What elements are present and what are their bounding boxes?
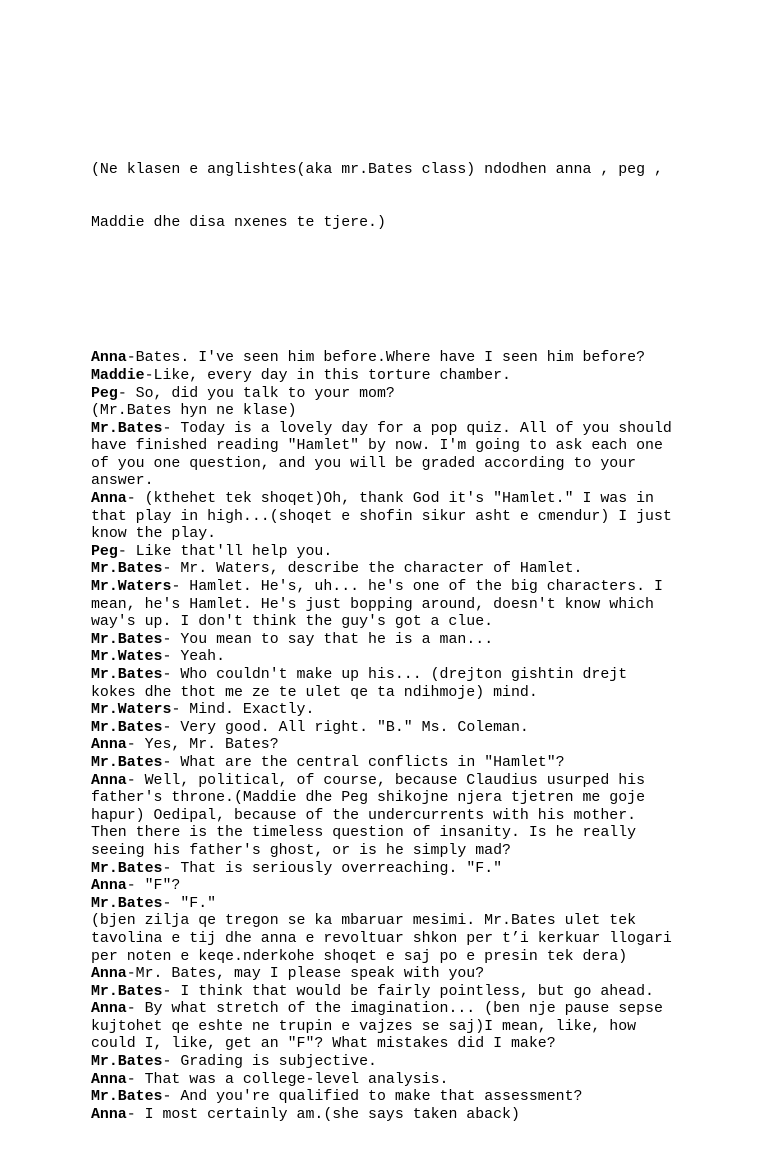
continuation-line — [91, 614, 731, 632]
continuation-line — [91, 473, 731, 491]
line-text: tavolina e tij dhe anna e revoltuar shkon per t’i kerkuar llogari — [91, 930, 672, 947]
speaker-name: Anna — [91, 878, 127, 895]
line-text: - What are the central conflicts in "Hamlet"? — [162, 754, 565, 771]
line-text: - Hamlet. He's, uh... he's one of the big characters. I — [171, 579, 663, 596]
line-text: - Well, political, of course, because Claudius usurped his — [126, 772, 646, 789]
speaker-name: Mr.Bates — [91, 1054, 163, 1071]
speaker-name: Mr.Bates — [91, 895, 163, 912]
line-text: - "F"? — [126, 878, 181, 895]
continuation-line — [91, 808, 731, 826]
line-text: - Today is a lovely day for a pop quiz. All of you should — [162, 420, 672, 437]
line-text: - That was a college-level analysis. — [126, 1071, 449, 1088]
speaker-name: Anna — [91, 1001, 127, 1018]
speaker-name: Anna — [91, 772, 127, 789]
line-text: answer. — [91, 473, 154, 490]
continuation-line — [91, 913, 731, 931]
dialogue-line — [91, 649, 731, 667]
speaker-name: Anna — [91, 737, 127, 754]
intro-stage-direction — [91, 127, 731, 268]
continuation-line — [91, 949, 731, 967]
line-text: - Mind. Exactly. — [171, 702, 315, 719]
continuation-line — [91, 931, 731, 949]
dialogue-line — [91, 1054, 731, 1072]
line-text: seeing his father's ghost, or is he simply mad? — [91, 842, 511, 859]
continuation-line — [91, 843, 731, 861]
dialogue-line — [91, 368, 731, 386]
dialogue-line — [91, 755, 731, 773]
line-text: - I think that would be fairly pointless, but go ahead. — [162, 983, 654, 1000]
speaker-name: Mr.Bates — [91, 631, 163, 648]
dialogue-line — [91, 1001, 731, 1019]
dialogue-line — [91, 737, 731, 755]
speaker-name: Mr.Bates — [91, 754, 163, 771]
continuation-line — [91, 456, 731, 474]
speaker-name: Mr.Waters — [91, 579, 172, 596]
line-text: of you one question, and you will be graded according to your — [91, 455, 637, 472]
speaker-name: Mr.Bates — [91, 561, 163, 578]
line-text: - Yes, Mr. Bates? — [126, 737, 279, 754]
speaker-name: Mr.Bates — [91, 667, 163, 683]
intro-line: (Ne klasen e anglishtes(aka mr.Bates class) ndodhen anna , peg , — [91, 162, 663, 179]
line-text: Then there is the timeless question of insanity. Is he really — [91, 825, 637, 842]
speaker-name: Peg — [91, 385, 118, 402]
line-text: mean, he's Hamlet. He's just bopping around, doesn't know which — [91, 596, 654, 613]
line-text: way's up. I don't think the guy's got a clue. — [91, 614, 494, 631]
speaker-name: Mr.Bates — [91, 719, 163, 736]
line-text: that play in high...(shoqet e shofin sikur asht e cmendur) I just — [91, 508, 672, 525]
speaker-name: Mr.Wates — [91, 649, 163, 666]
line-text: - You mean to say that he is a man... — [162, 631, 494, 648]
line-text: kujtohet qe eshte ne trupin e vajzes se saj)I mean, like, how — [91, 1018, 637, 1035]
line-text: -Mr. Bates, may I please speak with you? — [126, 966, 485, 983]
speaker-name: Peg — [91, 543, 118, 560]
speaker-name: Anna — [91, 350, 127, 367]
dialogue-line — [91, 702, 731, 720]
dialogue-line — [91, 421, 731, 439]
paragraph-spacer — [91, 303, 731, 315]
line-text: (bjen zilja qe tregon se ka mbaruar mesimi. Mr.Bates ulet tek — [91, 913, 637, 930]
speaker-name: Mr.Waters — [91, 702, 172, 719]
continuation-line — [91, 1019, 731, 1037]
continuation-line — [91, 790, 731, 808]
dialogue-line — [91, 966, 731, 984]
speaker-name: Anna — [91, 1106, 127, 1123]
dialogue-line — [91, 579, 731, 597]
continuation-line — [91, 685, 731, 703]
line-text: - (kthehet tek shoqet)Oh, thank God it's "Hamlet." I was in — [126, 491, 654, 508]
line-text: - Mr. Waters, describe the character of Hamlet. — [162, 561, 583, 578]
line-text: know the play. — [91, 526, 217, 543]
line-text: - Very good. All right. "B." Ms. Coleman. — [162, 719, 529, 736]
line-text: - Grading is subjective. — [162, 1054, 377, 1071]
line-text: - That is seriously overreaching. "F." — [162, 860, 503, 877]
speaker-name: Mr.Bates — [91, 983, 163, 1000]
dialogue-line — [91, 1072, 731, 1090]
continuation-line — [91, 526, 731, 544]
dialogue-line — [91, 720, 731, 738]
line-text: - And you're qualified to make that assessment? — [162, 1089, 583, 1106]
line-text: - So, did you talk to your mom? — [117, 385, 395, 402]
speaker-name: Anna — [91, 1071, 127, 1088]
speaker-name: Maddie — [91, 367, 145, 384]
dialogue-line — [91, 491, 731, 509]
dialogue-line — [91, 350, 731, 368]
intro-line: Maddie dhe disa nxenes te tjere.) — [91, 215, 386, 232]
line-text: (Mr.Bates hyn ne klase) — [91, 403, 297, 420]
dialogue-line — [91, 861, 731, 879]
speaker-name: Mr.Bates — [91, 1089, 163, 1106]
dialogue-line — [91, 1089, 731, 1107]
speaker-name: Anna — [91, 491, 127, 508]
line-text: - Yeah. — [162, 649, 226, 666]
dialogue-line — [91, 667, 731, 685]
line-text: - Who couldn't make up his... (drejton gishtin drejt — [162, 667, 628, 683]
continuation-line — [91, 403, 731, 421]
continuation-line — [91, 438, 731, 456]
speaker-name: Mr.Bates — [91, 420, 163, 437]
continuation-line — [91, 1036, 731, 1054]
dialogue-line — [91, 386, 731, 404]
dialogue-line — [91, 878, 731, 896]
line-text: per noten e keqe.nderkohe shoqet e saj po e presin tek dera) — [91, 948, 628, 965]
document-body — [91, 92, 731, 1160]
line-text: father's throne.(Maddie dhe Peg shikojne njera tjetren me goje — [91, 790, 646, 807]
dialogue-line — [91, 1107, 731, 1125]
line-text: hapur) Oedipal, because of the undercurrents with his mother. — [91, 807, 637, 824]
speaker-name: Anna — [91, 966, 127, 983]
line-text: kokes dhe thot me ze te ulet qe ta ndihmoje) mind. — [91, 684, 538, 701]
line-text: -Like, every day in this torture chamber. — [144, 367, 511, 384]
dialogue-line — [91, 984, 731, 1002]
continuation-line — [91, 597, 731, 615]
dialogue-line — [91, 632, 731, 650]
dialogue-line — [91, 561, 731, 579]
line-text: have finished reading "Hamlet" by now. I'm going to ask each one — [91, 438, 663, 455]
line-text: - "F." — [162, 895, 217, 912]
line-text: - By what stretch of the imagination... (ben nje pause sepse — [126, 1001, 663, 1018]
line-text: -Bates. I've seen him before.Where have I seen him before? — [126, 350, 646, 367]
line-text: - Like that'll help you. — [117, 543, 333, 560]
dialogue-line — [91, 896, 731, 914]
continuation-line — [91, 825, 731, 843]
dialogue-line — [91, 544, 731, 562]
dialogue-block — [91, 350, 731, 1124]
continuation-line — [91, 509, 731, 527]
dialogue-line — [91, 773, 731, 791]
speaker-name: Mr.Bates — [91, 860, 163, 877]
line-text: - I most certainly am.(she says taken aback) — [126, 1106, 520, 1123]
line-text: could I, like, get an "F"? What mistakes did I make? — [91, 1036, 556, 1053]
